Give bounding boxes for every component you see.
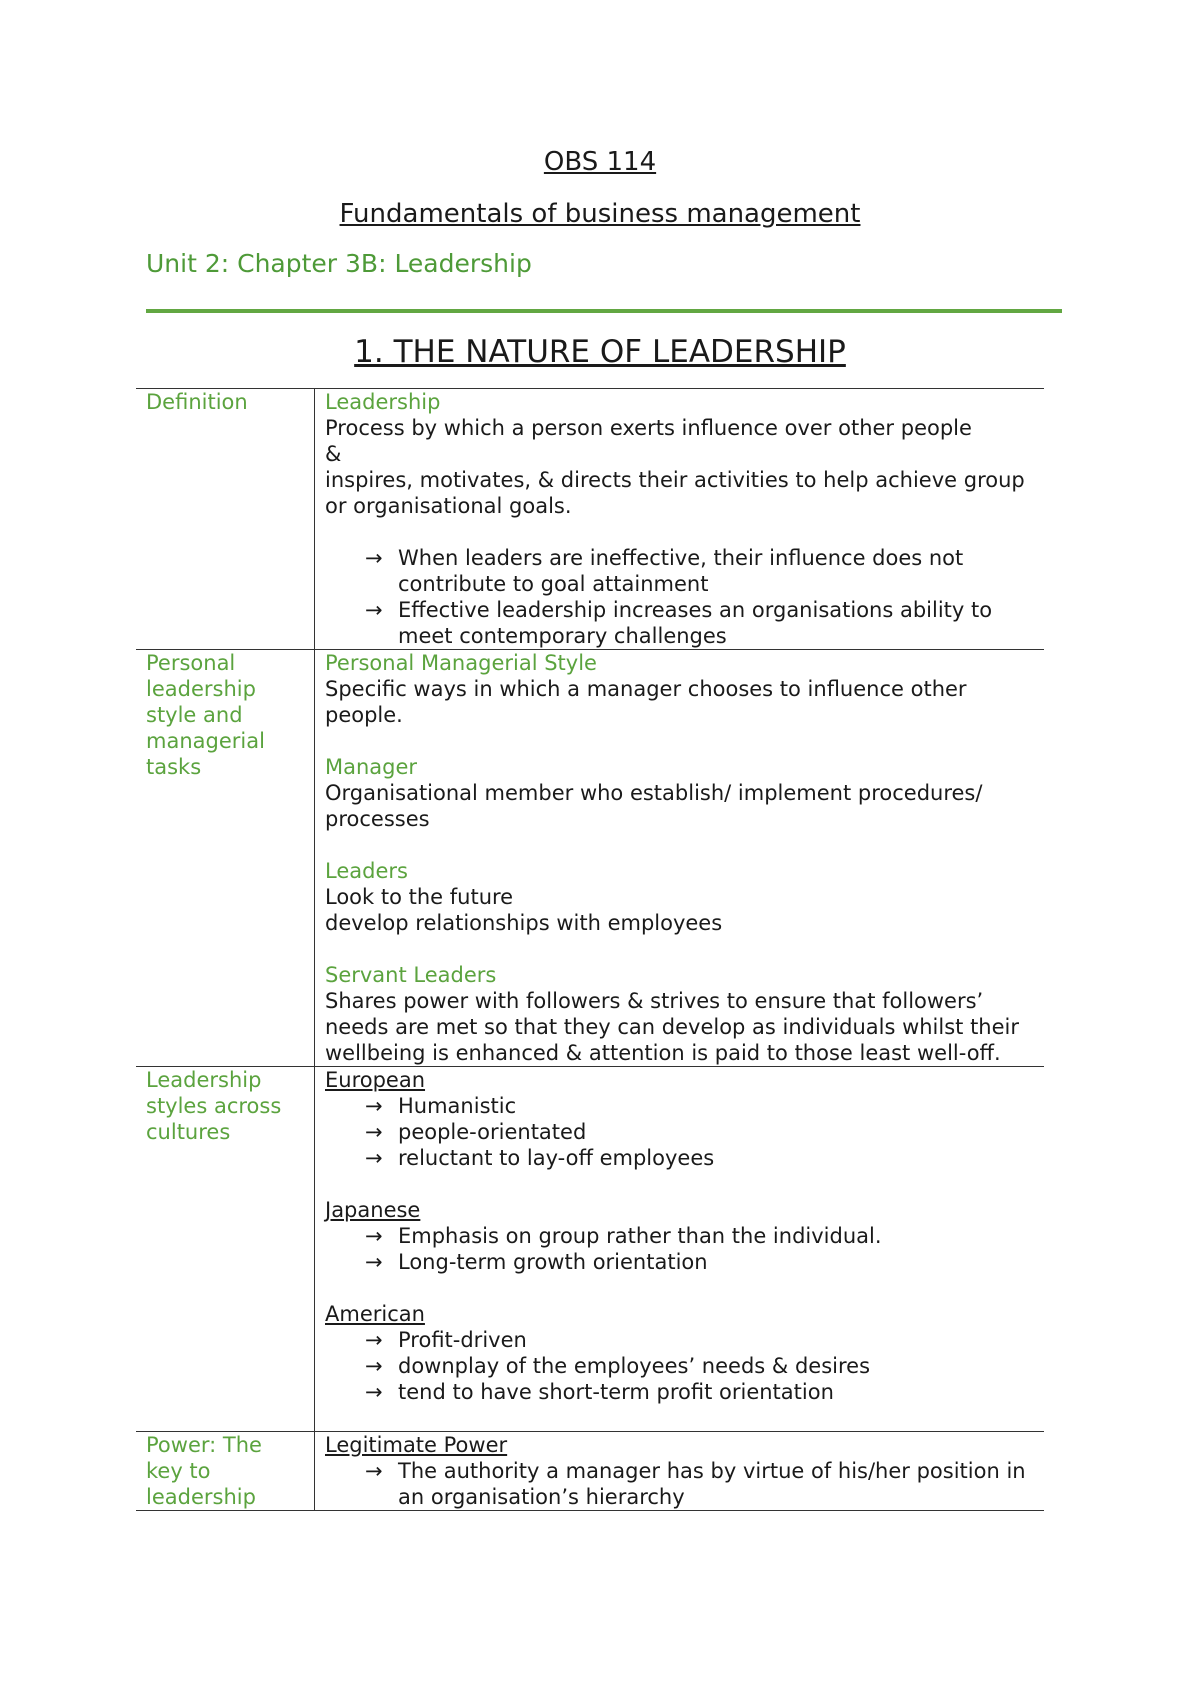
arrow-bullet: → When leaders are ineffective, their influence does not contribute to goal attainment — [365, 545, 1034, 597]
definition-bullets — [325, 545, 1034, 649]
definition-text-1: Process by which a person exerts influence over other people — [325, 416, 972, 440]
topic-definition: Definition — [136, 389, 315, 650]
content-definition — [315, 389, 1045, 650]
table-row-definition — [136, 389, 1044, 650]
personal-style-text-3a: Look to the future — [325, 885, 514, 909]
european-bullets — [325, 1093, 1034, 1171]
section-heading: 1. THE NATURE OF LEADERSHIP — [354, 334, 846, 370]
arrow-bullet: → Long-term growth orientation — [365, 1249, 1034, 1275]
personal-style-text-4: Shares power with followers & strives to ensure that followers’ needs are met so that they can develop as individuals whilst their wellbeing is enhanced & attention is paid to those least well-off. — [325, 989, 1020, 1065]
divider-rule — [146, 309, 1062, 313]
definition-text-3: inspires, motivates, & directs their activities to help achieve group or organisational goals. — [325, 468, 1025, 518]
label-american: American — [325, 1302, 425, 1326]
arrow-bullet: → Humanistic — [365, 1093, 1034, 1119]
course-code: OBS 114 — [543, 147, 657, 177]
personal-style-text-1: Specific ways in which a manager chooses to influence other people. — [325, 677, 967, 727]
arrow-bullet: → tend to have short-term profit orientation — [365, 1379, 1034, 1405]
topic-personal-style: Personal leadership style and managerial tasks — [136, 650, 315, 1067]
topic-cultures: Leadership styles across cultures — [136, 1067, 315, 1432]
label-legitimate-power: Legitimate Power — [325, 1433, 508, 1457]
definition-text-2: & — [325, 442, 342, 466]
topic-power: Power: The key to leadership — [136, 1432, 315, 1511]
content-power — [315, 1432, 1045, 1511]
arrow-bullet: → Effective leadership increases an organisations ability to meet contemporary challenges — [365, 597, 1034, 649]
course-name: Fundamentals of business management — [339, 199, 861, 229]
term-leadership: Leadership — [325, 390, 441, 414]
arrow-bullet: → Emphasis on group rather than the individual. — [365, 1223, 1034, 1249]
label-european: European — [325, 1068, 426, 1092]
american-bullets — [325, 1327, 1034, 1405]
arrow-bullet: → The authority a manager has by virtue of his/her position in an organisation’s hierarchy — [365, 1458, 1034, 1510]
personal-style-text-3b: develop relationships with employees — [325, 911, 723, 935]
personal-style-text-2: Organisational member who establish/ implement procedures/ processes — [325, 781, 983, 831]
arrow-bullet: → reluctant to lay-off employees — [365, 1145, 1034, 1171]
chapter-title: Unit 2: Chapter 3B: Leadership — [146, 249, 532, 278]
table-row-personal-style — [136, 650, 1044, 1067]
power-bullets — [325, 1458, 1034, 1510]
arrow-bullet: → people-orientated — [365, 1119, 1034, 1145]
term-manager: Manager — [325, 755, 418, 779]
label-japanese: Japanese — [325, 1198, 421, 1222]
term-leaders: Leaders — [325, 859, 408, 883]
arrow-bullet: → Profit-driven — [365, 1327, 1034, 1353]
table-row-cultures — [136, 1067, 1044, 1432]
table-row-power — [136, 1432, 1044, 1511]
content-personal-style — [315, 650, 1045, 1067]
arrow-bullet: → downplay of the employees’ needs & desires — [365, 1353, 1034, 1379]
term-personal-managerial-style: Personal Managerial Style — [325, 651, 597, 675]
term-servant-leaders: Servant Leaders — [325, 963, 497, 987]
content-cultures — [315, 1067, 1045, 1432]
japanese-bullets — [325, 1223, 1034, 1275]
notes-table — [136, 388, 1044, 1511]
